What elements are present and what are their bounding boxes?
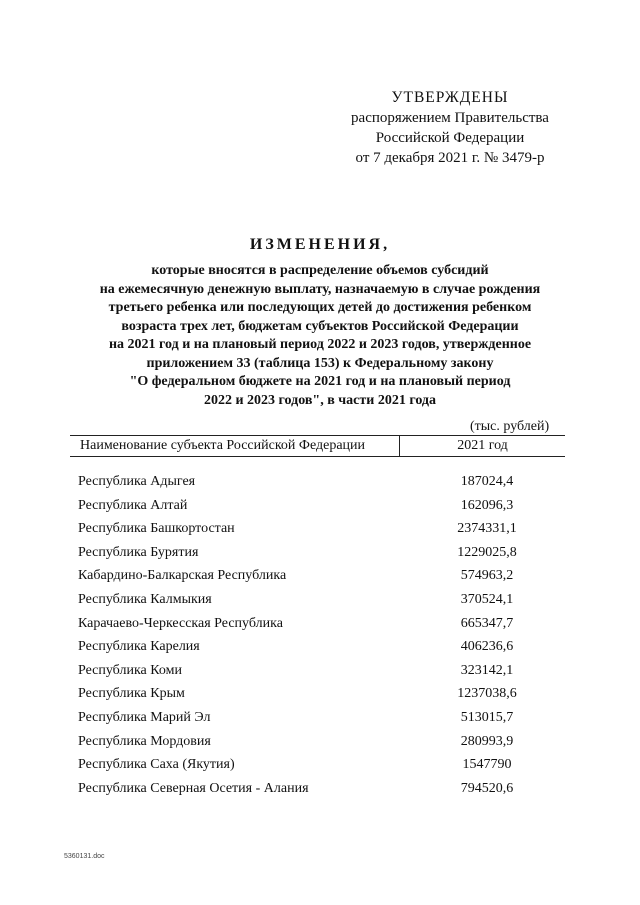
region-value: 187024,4: [460, 474, 514, 489]
document-heading: [60, 236, 580, 410]
region-name: Республика Алтай: [78, 497, 188, 513]
table-header: [70, 435, 565, 457]
column-header-name: Наименование субъекта Российской Федерации: [70, 436, 400, 456]
table-row: [78, 470, 558, 494]
heading-line: приложением 33 (таблица 153) к Федеральному закону: [146, 355, 494, 371]
approval-line-2: Российской Федерации: [375, 130, 525, 146]
heading-line: возраста трех лет, бюджетам субъектов Российской Федерации: [121, 318, 519, 334]
region-name: Республика Саха (Якутия): [78, 757, 235, 773]
table-row: [78, 588, 558, 612]
region-value: 1547790: [462, 757, 512, 773]
column-header-year: 2021 год: [457, 438, 508, 453]
table-row: [78, 706, 558, 730]
region-name: Карачаево-Черкесская Республика: [78, 615, 283, 631]
region-name: Республика Марий Эл: [78, 709, 211, 725]
heading-line: которые вносятся в распределение объемов субсидий: [151, 263, 489, 278]
region-value: 323142,1: [460, 662, 514, 678]
region-value: 794520,6: [460, 780, 514, 796]
heading-line: 2022 и 2023 годов", в части 2021 года: [203, 392, 437, 408]
table-row: [78, 564, 558, 588]
region-name: Республика Адыгея: [78, 474, 196, 489]
approval-title: УТВЕРЖДЕНЫ: [391, 89, 509, 106]
region-value: 574963,2: [460, 568, 514, 584]
region-name: Кабардино-Балкарская Республика: [78, 568, 287, 584]
region-value: 1229025,8: [457, 544, 517, 560]
document-id: 5360131.doc: [64, 853, 105, 860]
region-name: Республика Карелия: [78, 639, 200, 655]
table-row: [78, 517, 558, 541]
table-row: [78, 753, 558, 777]
approval-line-3: от 7 декабря 2021 г. № 3479-р: [355, 150, 545, 166]
region-value: 162096,3: [460, 497, 514, 513]
region-name: Республика Крым: [78, 686, 185, 702]
region-value: 665347,7: [460, 615, 514, 631]
table-row: [78, 730, 558, 754]
region-value: 406236,6: [460, 639, 514, 655]
heading-line: третьего ребенка или последующих детей до достижения ребенком: [108, 300, 532, 315]
table-row: [78, 541, 558, 565]
heading-title: ИЗМЕНЕНИЯ,: [249, 236, 391, 253]
approval-line-1: распоряжением Правительства: [351, 110, 549, 126]
region-value: 2374331,1: [457, 521, 517, 537]
table-row: [78, 635, 558, 659]
region-value: 513015,7: [460, 709, 514, 725]
table-row: [78, 682, 558, 706]
table-body: [78, 470, 558, 800]
region-value: 370524,1: [460, 591, 514, 607]
heading-line: "О федеральном бюджете на 2021 год и на плановый период: [129, 374, 511, 389]
region-name: Республика Башкортостан: [78, 521, 235, 537]
region-name: Республика Калмыкия: [78, 591, 212, 607]
region-value: 280993,9: [460, 733, 514, 749]
units-label: (тыс. рублей): [470, 419, 550, 434]
table-row: [78, 659, 558, 683]
heading-line: на 2021 год и на плановый период 2022 и 2023 годов, утвержденное: [108, 337, 532, 352]
region-value: 1237038,6: [457, 686, 517, 702]
approval-block: [300, 88, 600, 168]
region-name: Республика Северная Осетия - Алания: [78, 780, 309, 796]
table-row: [78, 612, 558, 636]
region-name: Республика Бурятия: [78, 544, 199, 560]
table-row: [78, 494, 558, 518]
region-name: Республика Коми: [78, 662, 182, 678]
table-row: [78, 777, 558, 801]
heading-line: на ежемесячную денежную выплату, назначаемую в случае рождения: [99, 281, 541, 297]
region-name: Республика Мордовия: [78, 733, 211, 749]
